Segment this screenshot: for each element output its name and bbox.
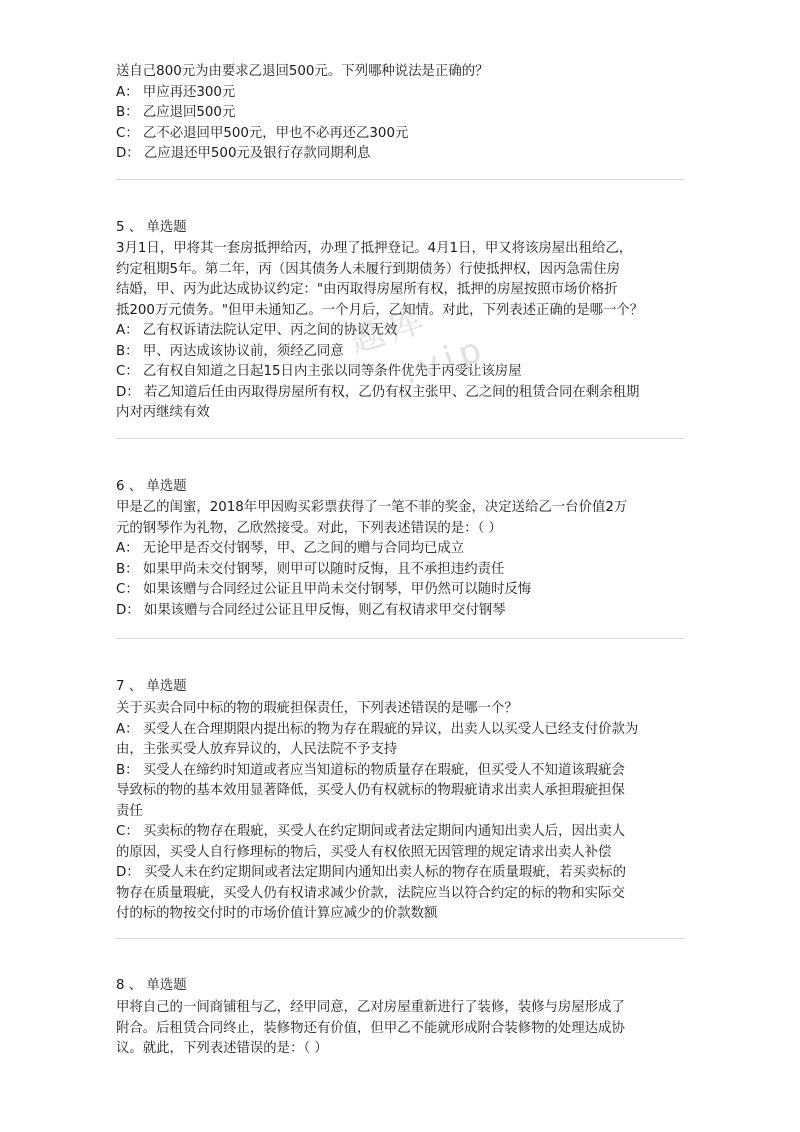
option-d: D： 如果该赠与合同经过公证且甲反悔，则乙有权请求甲交付钢琴: [116, 602, 506, 618]
question-5: [116, 239, 692, 424]
option-a: A： 无论甲是否交付钢琴，甲、乙之间的赠与合同均已成立: [116, 541, 465, 556]
divider: [116, 438, 684, 439]
option-c: C： 乙不必退回甲500元，甲也不必再还乙300元: [116, 125, 409, 141]
option-a: A： 买受人在合理期限内提出标的物为存在瑕疵的异议，出卖人以买受人已经支付价款为: [116, 721, 639, 737]
question-stem-line: 甲是乙的闺蜜，2018年甲因购买彩票获得了一笔不菲的奖金，决定送给乙一台价值2万: [116, 500, 628, 515]
option-d-cont: 付的标的物按交付时的市场价值计算应减少的价款数额: [116, 906, 438, 921]
option-a-cont: 由，主张买受人放弃异议的，人民法院不予支持: [116, 742, 398, 757]
option-b-cont: 责任: [116, 803, 143, 819]
option-d: D： 若乙知道后任由丙取得房屋所有权，乙仍有权主张甲、乙之间的租赁合同在剩余租期: [116, 384, 640, 400]
divider: [116, 638, 684, 639]
question-stem-line: 约定租期5年。第二年，丙（因其债务人未履行到期债务）行使抵押权，因丙急需住房: [116, 261, 620, 277]
question-7-header: 7 、 单选题: [116, 679, 187, 694]
option-c: C： 乙有权自知道之日起15日内主张以同等条件优先于丙受让该房屋: [116, 364, 522, 379]
option-c: C： 买卖标的物存在瑕疵，买受人在约定期间或者法定期间内通知出卖人后，因出卖人: [116, 824, 626, 839]
question-stem-line: 议。就此，下列表述错误的是：（ ）: [116, 1041, 328, 1056]
option-a: A： 乙有权诉请法院认定甲、丙之间的协议无效: [116, 323, 398, 338]
question-6-header: 6 、 单选题: [116, 479, 187, 494]
option-c-cont: 的原因，买受人自行修理标的物后，买受人有权依照无因管理的规定请求出卖人补偿: [116, 844, 612, 860]
option-d-cont: 内对丙继续有效: [116, 405, 210, 420]
question-stem-line: 元的钢琴作为礼物，乙欣然接受。对此，下列表述错误的是：（ ）: [116, 520, 502, 536]
question-stem-line: 关于买卖合同中标的物的瑕疵担保责任，下列表述错误的是哪一个？: [116, 701, 518, 716]
question-stem-line: 结婚，甲、丙为此达成协议约定："由丙取得房屋所有权，抵押的房屋按照市场价格折: [116, 282, 618, 297]
option-d-cont: 物存在质量瑕疵，买受人仍有权请求减少价款，法院应当以符合约定的标的物和实际交: [116, 885, 625, 901]
question-stem-line: 3月1日，甲将其一套房抵押给丙，办理了抵押登记。4月1日，甲又将该房屋出租给乙，: [116, 241, 633, 256]
question-7: [116, 699, 692, 925]
question-stem-line: 抵200万元债务。"但甲未通知乙。一个月后，乙知情。对此，下列表述正确的是哪一个？: [116, 302, 644, 318]
question-4-tail: [116, 62, 692, 165]
option-a: A： 甲应再还300元: [116, 84, 236, 100]
watermark-line-1: 题库: [345, 298, 434, 362]
option-b: B： 乙应退回500元: [116, 105, 236, 120]
question-stem: 送自己800元为由要求乙退回500元。下列哪种说法是正确的？: [116, 64, 489, 79]
option-d: D： 买受人未在约定期间或者法定期间内通知出卖人标的物存在质量瑕疵，若买卖标的: [116, 865, 627, 880]
question-6: [116, 498, 692, 621]
option-b: B： 甲、丙达成该协议前，须经乙同意: [116, 343, 344, 359]
question-8: [116, 998, 692, 1060]
option-b: B： 买受人在缔约时知道或者应当知道标的物质量存在瑕疵，但买受人不知道该瑕疵会: [116, 762, 625, 778]
question-5-header: 5 、 单选题: [116, 220, 187, 235]
watermark-line-2: .vip: [397, 328, 492, 393]
divider: [116, 179, 684, 180]
option-b: B： 如果甲尚未交付钢琴，则甲可以随时反悔，且不承担违约责任: [116, 561, 505, 577]
question-stem-line: 附合。后租赁合同终止，装修物还有价值，但甲乙不能就形成附合装修物的处理达成协: [116, 1020, 625, 1036]
question-stem-line: 甲将自己的一间商铺租与乙，经甲同意，乙对房屋重新进行了装修，装修与房屋形成了: [116, 1000, 625, 1015]
divider: [116, 938, 684, 939]
option-d: D： 乙应退还甲500元及银行存款同期利息: [116, 146, 371, 161]
option-b-cont: 导致标的物的基本效用显著降低，买受人仍有权就标的物瑕疵请求出卖人承担瑕疵担保: [116, 783, 625, 798]
option-c: C： 如果该赠与合同经过公证且甲尚未交付钢琴，甲仍然可以随时反悔: [116, 582, 532, 597]
question-8-header: 8 、 单选题: [116, 978, 187, 993]
